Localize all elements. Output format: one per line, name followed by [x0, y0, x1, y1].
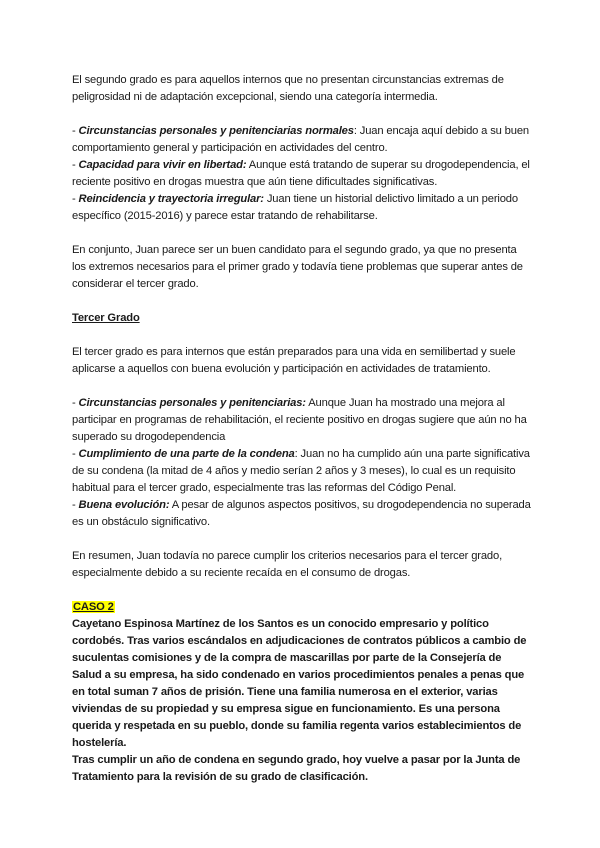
criterion-label: Circunstancias personales y penitenciarias normales [78, 125, 354, 137]
spacer [72, 293, 532, 310]
spacer [72, 106, 532, 123]
criterion-label: Cumplimiento de una parte de la condena [78, 448, 295, 460]
criterion-label: Reincidencia y trayectoria irregular: [78, 193, 264, 205]
document-page [72, 72, 532, 786]
case-2-title-line [72, 599, 532, 616]
spacer [72, 327, 532, 344]
third-grade-criterion: - Buena evolución: A pesar de algunos aspectos positivos, su drogodependencia no superada es un obstáculo significativo. [72, 499, 531, 528]
third-grade-intro: El tercer grado es para internos que están preparados para una vida en semilibertad y suele aplicarse a aquellos con buena evolución y participación en actividades de tratamiento. [72, 346, 516, 375]
criterion-text: Aunque Juan ha mostrado una mejora al participar en programas de rehabilitación, el reciente positivo en drogas sugiere que aún no ha superado su drogodependencia [72, 397, 527, 443]
second-grade-criterion: - Circunstancias personales y penitenciarias normales: Juan encaja aquí debido a su buen comportamiento general y participación en actividades del centro. [72, 125, 529, 154]
third-grade-conclusion: En resumen, Juan todavía no parece cumplir los criterios necesarios para el tercer grado, especialmente debido a su reciente recaída en el consumo de drogas. [72, 550, 503, 579]
third-grade-criteria-list [72, 395, 532, 531]
criterion-text: Juan encaja aquí debido a su buen comportamiento general y participación en actividades del centro. [72, 125, 529, 154]
second-grade-conclusion: En conjunto, Juan parece ser un buen candidato para el segundo grado, ya que no presenta los extremos necesarios para el primer grado y todavía tiene problemas que superar antes de considerar el tercer grado. [72, 244, 523, 290]
criterion-text: Juan tiene un historial delictivo limitado a un periodo específico (2015-2016) y parece estar tratando de rehabilitarse. [72, 193, 518, 222]
criterion-text: Juan no ha cumplido aún una parte significativa de su condena (la mitad de 4 años y medio serían 2 años y 3 meses), lo cual es un requisito habitual para el tercer grado, especialmente tras las reformas del Código Penal. [72, 448, 530, 494]
spacer [72, 531, 532, 548]
second-grade-criterion: - Reincidencia y trayectoria irregular: Juan tiene un historial delictivo limitado a un periodo específico (2015-2016) y parece estar tratando de rehabilitarse. [72, 193, 518, 222]
criterion-text: Aunque está tratando de superar su drogodependencia, el reciente positivo en drogas muestra que aún tiene dificultades significativas. [72, 159, 530, 188]
third-grade-criterion: - Circunstancias personales y penitenciarias: Aunque Juan ha mostrado una mejora al participar en programas de rehabilitación, el reciente positivo en drogas sugiere que aún no ha superado su drogodependencia [72, 397, 527, 443]
spacer [72, 582, 532, 599]
criterion-label: Buena evolución: [78, 499, 170, 511]
criterion-label: Capacidad para vivir en libertad: [78, 159, 247, 171]
spacer [72, 225, 532, 242]
third-grade-heading: Tercer Grado [72, 312, 140, 324]
criterion-text: A pesar de algunos aspectos positivos, su drogodependencia no superada es un obstáculo significativo. [72, 499, 531, 528]
third-grade-criterion: - Cumplimiento de una parte de la condena: Juan no ha cumplido aún una parte significativa de su condena (la mitad de 4 años y medio serían 2 años y 3 meses), lo cual es un requisito habitual para el tercer grado, especialmente tras las reformas del Código Penal. [72, 448, 530, 494]
spacer [72, 378, 532, 395]
criterion-label: Circunstancias personales y penitenciarias: [78, 397, 306, 409]
second-grade-criteria-list [72, 123, 532, 225]
case-2-paragraph: Tras cumplir un año de condena en segundo grado, hoy vuelve a pasar por la Junta de Tratamiento para la revisión de su grado de clasificación. [72, 754, 521, 783]
case-2-title: CASO 2 [73, 601, 114, 613]
case-2-paragraph: Cayetano Espinosa Martínez de los Santos es un conocido empresario y político cordobés. Tras varios escándalos en adjudicaciones de contratos públicos a cambio de suculentas comisiones y de la compra de mascarillas por parte de la Consejería de Salud a su empresa, ha sido condenado en varios procedimientos penales a penas que en total suman 7 años de prisión. Tiene una familia numerosa en el exterior, varias viviendas de su propiedad y su empresa sigue en funcionamiento. Es una persona querida y respetada en su pueblo, donde su familia regenta varios establecimientos de hostelería. [72, 618, 527, 749]
second-grade-intro: El segundo grado es para aquellos internos que no presentan circunstancias extremas de peligrosidad ni de adaptación excepcional, siendo una categoría intermedia. [72, 74, 504, 103]
second-grade-criterion: - Capacidad para vivir en libertad: Aunque está tratando de superar su drogodependencia, el reciente positivo en drogas muestra que aún tiene dificultades significativas. [72, 159, 530, 188]
